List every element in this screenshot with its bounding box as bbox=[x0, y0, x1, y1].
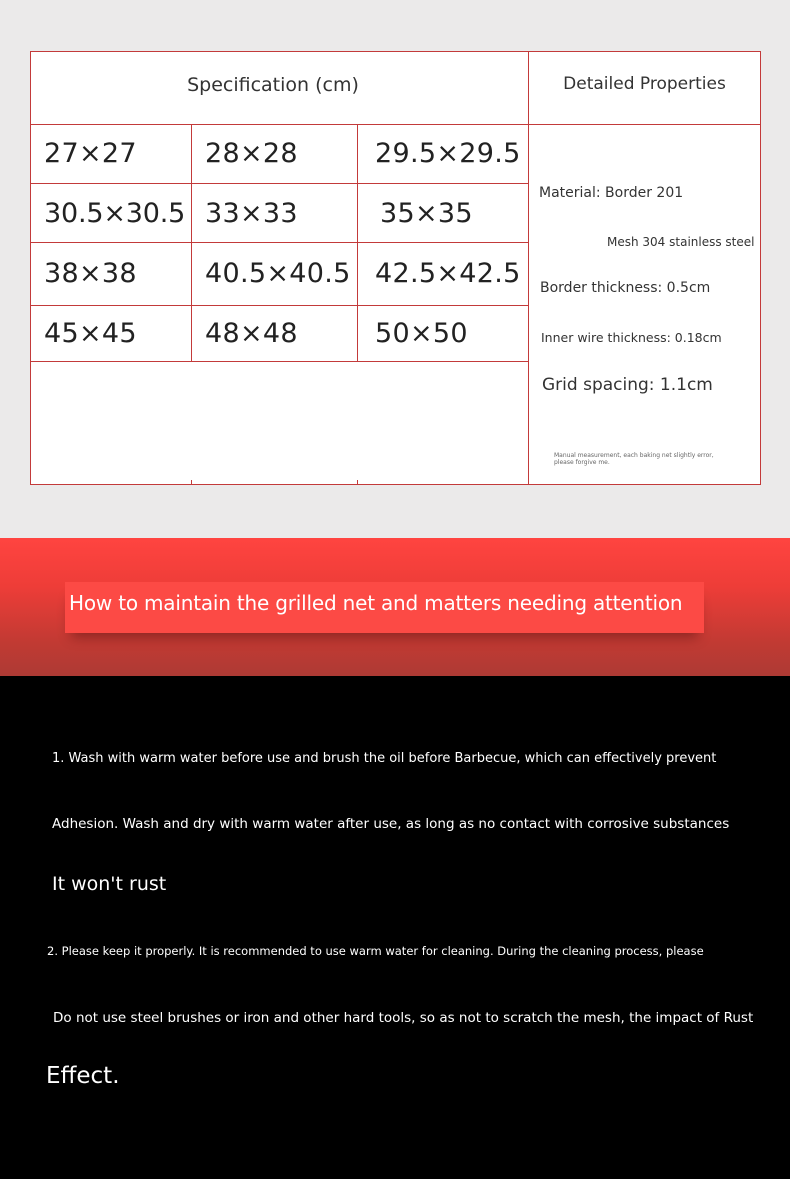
table-divider bbox=[31, 305, 528, 306]
table-divider bbox=[31, 242, 528, 243]
size-cell: 50×50 bbox=[375, 318, 468, 349]
size-cell: 28×28 bbox=[205, 138, 298, 169]
care-line-4: 2. Please keep it properly. It is recommended to use warm water for cleaning. During the cleaning process, please bbox=[47, 944, 704, 958]
care-line-2: Adhesion. Wash and dry with warm water after use, as long as no contact with corrosive substances bbox=[52, 816, 730, 832]
care-line-6: Effect. bbox=[46, 1063, 120, 1089]
size-cell: 33×33 bbox=[205, 198, 298, 229]
table-divider bbox=[31, 124, 760, 125]
care-line-3: It won't rust bbox=[52, 873, 167, 895]
table-divider bbox=[528, 52, 529, 484]
spec-header: Specification (cm) bbox=[187, 74, 359, 96]
table-tick bbox=[357, 480, 358, 484]
measurement-note: Manual measurement, each baking net slightly error, please forgive me. bbox=[554, 452, 714, 466]
size-cell: 35×35 bbox=[380, 198, 473, 229]
specification-section bbox=[0, 0, 790, 538]
size-cell: 48×48 bbox=[205, 318, 298, 349]
care-line-5: Do not use steel brushes or iron and other hard tools, so as not to scratch the mesh, the impact of Rust bbox=[53, 1010, 754, 1026]
size-cell: 30.5×30.5 bbox=[44, 198, 186, 229]
property-grid-spacing: Grid spacing: 1.1cm bbox=[542, 375, 713, 395]
size-cell: 38×38 bbox=[44, 258, 137, 289]
table-divider bbox=[31, 361, 528, 362]
size-cell: 42.5×42.5 bbox=[375, 258, 521, 289]
care-line-1: 1. Wash with warm water before use and brush the oil before Barbecue, which can effectively prevent bbox=[52, 751, 717, 766]
specification-table bbox=[30, 51, 761, 485]
size-cell: 29.5×29.5 bbox=[375, 138, 521, 169]
care-instructions bbox=[0, 676, 790, 1179]
size-cell: 40.5×40.5 bbox=[205, 258, 351, 289]
table-divider bbox=[31, 183, 528, 184]
size-cell: 45×45 bbox=[44, 318, 137, 349]
property-inner-wire: Inner wire thickness: 0.18cm bbox=[541, 330, 722, 345]
property-material: Material: Border 201 bbox=[539, 185, 684, 201]
table-tick bbox=[191, 480, 192, 484]
property-mesh: Mesh 304 stainless steel bbox=[607, 235, 755, 249]
banner-title: How to maintain the grilled net and matters needing attention bbox=[69, 591, 683, 615]
properties-header: Detailed Properties bbox=[563, 74, 726, 94]
property-border-thickness: Border thickness: 0.5cm bbox=[540, 280, 711, 296]
size-cell: 27×27 bbox=[44, 138, 137, 169]
